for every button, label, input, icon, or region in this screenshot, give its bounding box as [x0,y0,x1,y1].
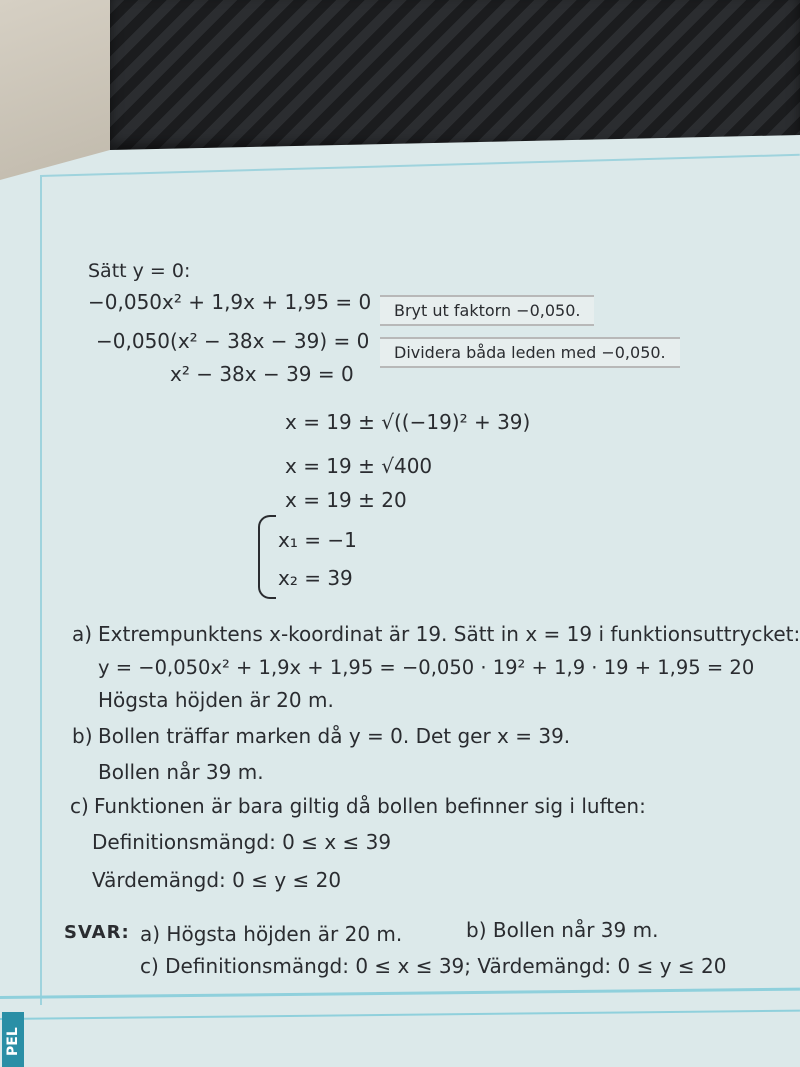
equation-4: x = 19 ± √((−19)² + 39) [285,410,531,434]
note-box-2: Dividera båda leden med −0,050. [380,337,680,368]
chapter-tab [2,1012,24,1067]
solution-brace [258,515,276,599]
answer-b: b) Bollen når 39 m. [466,918,659,942]
equation-6: x = 19 ± 20 [285,488,407,512]
part-c-line-3: Värdemängd: 0 ≤ y ≤ 20 [92,868,342,892]
solution-x2: x₂ = 39 [278,566,353,590]
part-a-line-3: Högsta höjden är 20 m. [98,688,334,712]
answer-a: a) Högsta höjden är 20 m. [140,922,403,946]
setup-line: Sätt y = 0: [88,260,191,282]
note-box-1: Bryt ut faktorn −0,050. [380,295,594,326]
chapter-tab-label: PEL [5,1027,21,1056]
part-a-line-1: Extrempunktens x-koordinat är 19. Sätt in x = 19 i funktionsuttrycket: [98,622,800,646]
carbon-fiber-background [110,0,800,150]
equation-5: x = 19 ± √400 [285,454,433,478]
answer-c: c) Definitionsmängd: 0 ≤ x ≤ 39; Värdemängd: 0 ≤ y ≤ 20 [140,954,727,978]
part-c-line-2: Definitionsmängd: 0 ≤ x ≤ 39 [92,830,392,854]
part-c-line-1: Funktionen är bara giltig då bollen befinner sig i luften: [94,794,646,818]
part-b-line-1: Bollen träffar marken då y = 0. Det ger x = 39. [98,724,571,748]
part-c-label: c) [70,794,89,818]
part-b-label: b) [72,724,93,748]
equation-2: −0,050(x² − 38x − 39) = 0 [96,329,370,353]
equation-1: −0,050x² + 1,9x + 1,95 = 0 [88,290,372,314]
part-a-line-2: y = −0,050x² + 1,9x + 1,95 = −0,050 · 19² + 1,9 · 19 + 1,95 = 20 [98,656,755,679]
part-b-line-2: Bollen når 39 m. [98,760,264,784]
solution-x1: x₁ = −1 [278,528,357,552]
part-a-label: a) [72,622,93,646]
answer-label: SVAR: [64,922,130,943]
page-left-rule [40,175,42,1005]
equation-3: x² − 38x − 39 = 0 [170,362,354,386]
